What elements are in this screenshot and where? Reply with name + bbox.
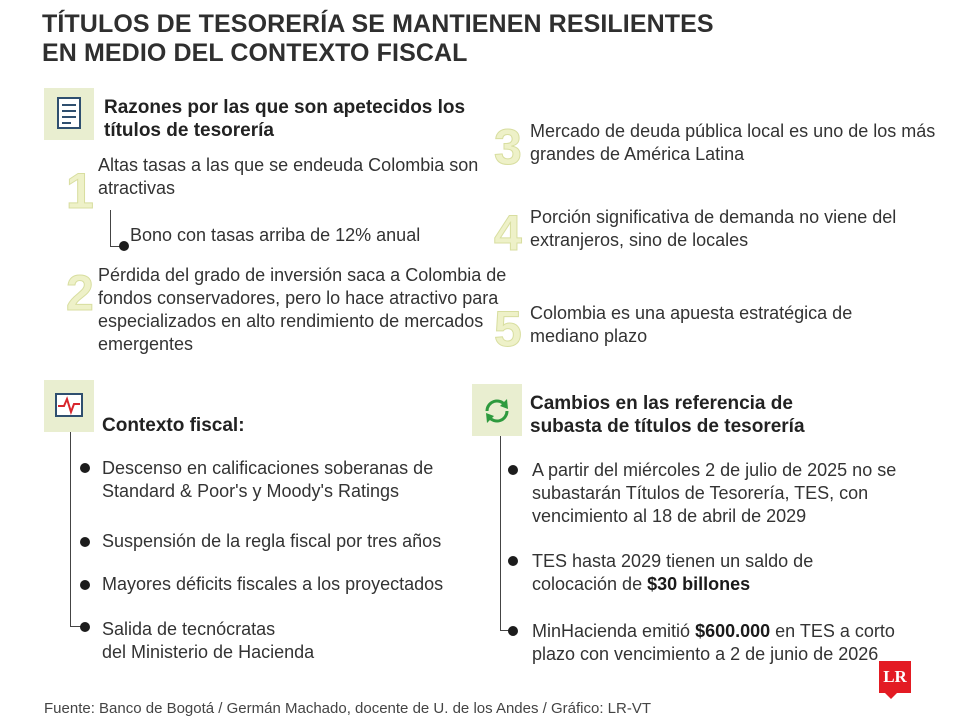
reason-1-line-2: atractivas [98,178,176,198]
changes-bullet-2 [508,556,518,566]
changes-item-2-pre: colocación de [532,574,648,594]
changes-item-1 [532,459,896,528]
reasons-heading-line-1: Razones por las que son apetecidos los [104,97,466,118]
reasons-icon-box [44,88,94,140]
refresh-arrows-icon [472,384,522,436]
changes-bullet-1 [508,465,518,475]
changes-item-1-line-3: vencimiento al 18 de abril de 2029 [532,506,807,526]
reason-4-line-2: extranjeros, sino de locales [530,230,749,250]
reason-5-line-2: mediano plazo [530,326,648,346]
reason-2-text [98,264,506,356]
reason-number-3: 3 [494,119,522,175]
changes-item-3-post: en TES a corto [770,621,895,641]
reasons-heading-line-2: títulos de tesorería [104,120,274,141]
fiscal-icon-box [44,380,94,432]
changes-connector-line [500,436,501,630]
reason-4-line-1: Porción significativa de demanda no viene del [530,207,897,227]
fiscal-item-4 [102,618,314,664]
fiscal-bullet-1 [80,463,90,473]
changes-heading [530,392,805,438]
reason-number-2: 2 [66,265,94,321]
changes-bullet-3 [508,626,518,636]
title-line-1: TÍTULOS DE TESORERÍA SE MANTIENEN RESILIENTES [42,10,714,38]
infographic-title [42,10,742,68]
fiscal-bullet-3 [80,580,90,590]
changes-item-2 [532,550,813,596]
fiscal-item-1-line-2: Standard & Poor's y Moody's Ratings [102,481,400,501]
reason-number-4: 4 [494,205,522,261]
reason-1-text [98,154,478,200]
changes-item-3 [532,620,895,666]
changes-item-1-line-2: subastarán Títulos de Tesorería, TES, con [532,483,869,503]
changes-item-1-line-1: A partir del miércoles 2 de julio de 2025 no se [532,460,897,480]
title-line-2: EN MEDIO DEL CONTEXTO FISCAL [42,39,468,67]
reason-2-line-1: Pérdida del grado de inversión saca a Colombia de [98,265,507,285]
reason-4-text [530,206,896,252]
reason-5-line-1: Colombia es una apuesta estratégica de [530,303,853,323]
reason-5-text [530,302,852,348]
reason-1-bullet [119,241,129,251]
fiscal-item-3: Mayores déficits fiscales a los proyectados [102,574,444,594]
reason-2-line-2: fondos conservadores, pero lo hace atractivo para [98,288,499,308]
reason-3-text [530,120,935,166]
source-footer: Fuente: Banco de Bogotá / Germán Machado, docente de U. de los Andes / Gráfico: LR-VT [44,700,652,717]
reason-2-line-4: emergentes [98,334,194,354]
document-icon [44,88,94,140]
changes-item-3-line-2: plazo con vencimiento a 2 de junio de 2026 [532,644,879,664]
changes-item-2-line-1: TES hasta 2029 tienen un saldo de [532,551,814,571]
reason-2-line-3: especializados en alto rendimiento de mercados [98,311,484,331]
reason-1-sub: Bono con tasas arriba de 12% anual [130,225,421,245]
fiscal-heading: Contexto fiscal: [102,415,245,436]
fiscal-connector-line [70,432,71,626]
reason-1-line-1: Altas tasas a las que se endeuda Colombia son [98,155,479,175]
reason-number-5: 5 [494,301,522,357]
changes-item-3-pre: MinHacienda emitió [532,621,696,641]
lr-logo: LR [879,661,911,693]
changes-heading-line-2: subasta de títulos de tesorería [530,416,805,437]
reason-number-1: 1 [66,163,94,219]
changes-item-3-line-1 [532,620,895,643]
changes-item-2-line-2 [532,573,813,596]
reason-3-line-2: grandes de América Latina [530,144,745,164]
changes-item-2-amount: $30 billones [647,574,751,594]
changes-heading-line-1: Cambios en las referencia de [530,393,793,414]
fiscal-item-1-line-1: Descenso en calificaciones soberanas de [102,458,434,478]
fiscal-item-2: Suspensión de la regla fiscal por tres años [102,531,442,551]
reason-1-connector [110,210,111,246]
fiscal-bullet-2 [80,537,90,547]
fiscal-item-1 [102,457,433,503]
fiscal-bullet-4 [80,622,90,632]
reasons-heading [104,96,465,142]
fiscal-item-4-line-1: Salida de tecnócratas [102,619,276,639]
changes-icon-box [472,384,522,436]
reason-3-line-1: Mercado de deuda pública local es uno de los más [530,121,936,141]
fiscal-item-4-line-2: del Ministerio de Hacienda [102,642,315,662]
changes-item-3-amount: $600.000 [695,621,771,641]
pulse-chart-icon [44,380,94,432]
